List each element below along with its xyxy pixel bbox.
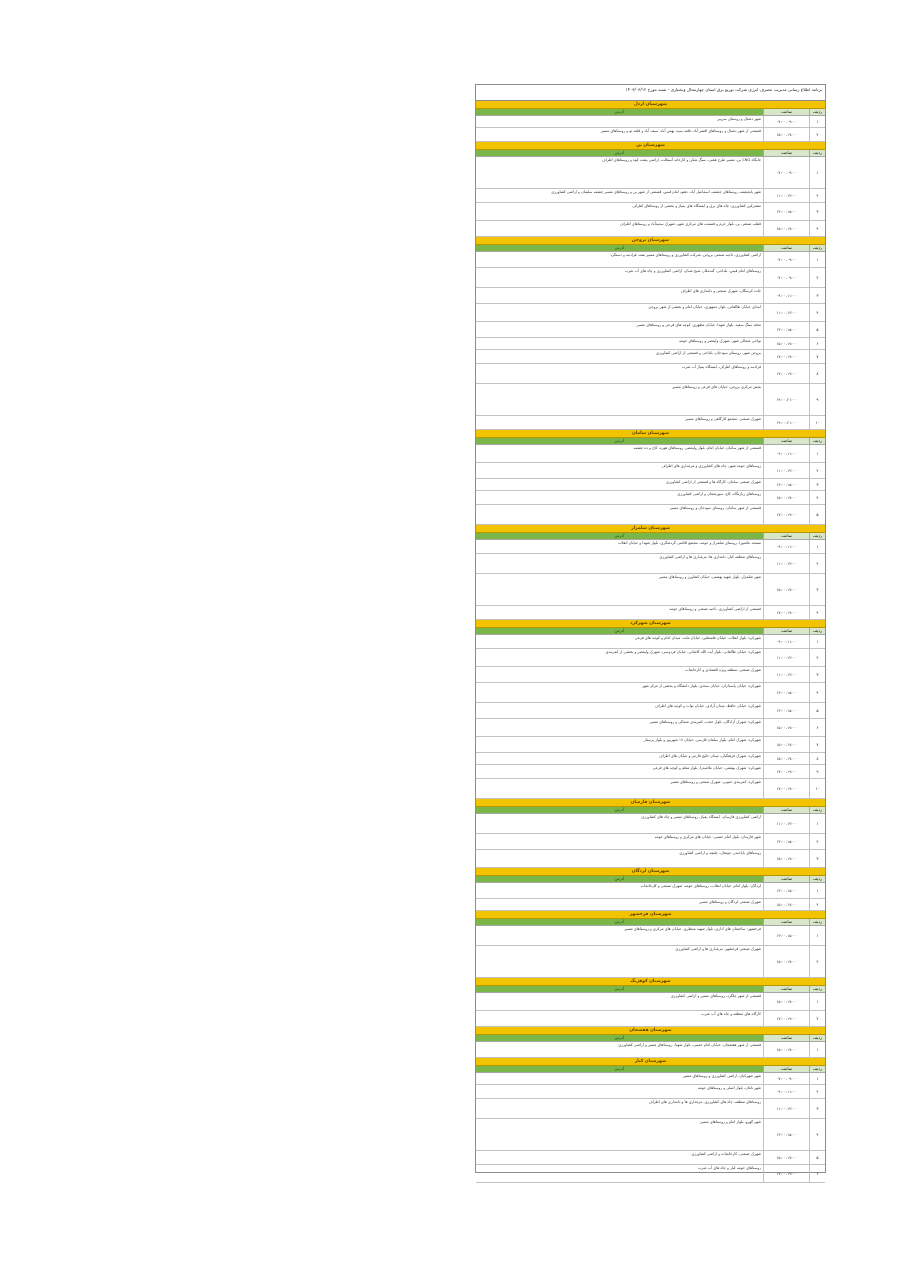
row-number: ۲ (809, 946, 825, 977)
row-time: ۱۹:۰۰-۲۱:۰۰ (763, 384, 809, 415)
table-row (476, 765, 825, 779)
table-row (476, 606, 825, 620)
table-row (476, 304, 825, 322)
section-header-row (476, 807, 825, 814)
table-row (476, 268, 825, 288)
row-description: روستاهای منطقه، چاه های کشاورزی، مرغداری ها و دامداری های اطراف (648, 1099, 761, 1104)
section-header-row (476, 986, 825, 993)
row-description: شهرک صنعتی سامان، کارگاه ها و قسمتی از اراضی کشاورزی (665, 479, 761, 484)
row-number: ۲ (809, 1011, 825, 1026)
section-title: شهرستان فارسان (476, 799, 825, 807)
row-description: قسمتی از شهر هفشجان، خیابان امام خمینی، بلوار شهدا، روستاهای مسیر و اراضی کشاورزی (618, 1042, 761, 1047)
header-areas: آدرس (476, 245, 763, 251)
section-title: شهرستان سامان (476, 430, 825, 438)
table-row (476, 157, 825, 189)
row-time: ۰۷:۰۰-۰۹:۰۰ (763, 157, 809, 188)
row-time: ۰۹:۰۰-۱۱:۰۰ (763, 445, 809, 462)
section-header-row (476, 1066, 825, 1073)
row-description: مسجد عاشورا، روستای شلمزار و حومه، مجتمع اقامتی گردشگری، بلوار شهدا و خیابان انقلاب (617, 540, 761, 545)
row-time: ۰۹:۰۰-۱۱:۰۰ (763, 1085, 809, 1098)
table-row (476, 779, 825, 799)
row-description: روستاهای زیارتگاه، کاج، سورشجان و اراضی کشاورزی (677, 491, 761, 496)
row-description: مشترکین کشاورزی، چاه های برق و ایستگاه های پمپاژ و بخشی از روستاهای اطراف (632, 203, 761, 208)
row-time: ۰۷:۰۰-۰۹:۰۰ (763, 252, 809, 267)
row-description: شهرکرد: خیابان پاسداران، خیابان سعدی، بلوار دانشگاه و بخشی از مرکز شهر (642, 683, 761, 688)
row-description: شهرک صنعتی، منطقه ویژه اقتصادی و کارخانجات (685, 667, 761, 672)
row-description: شهرکرد: خیابان حافظ، میدان آزادی، خیابان نواب و کوچه های اطراف (654, 703, 761, 708)
row-number: ۹ (809, 384, 825, 415)
table-row (476, 1085, 825, 1099)
table-row (476, 649, 825, 667)
table-row (476, 850, 825, 868)
section-header-row (476, 150, 825, 157)
row-time: ۱۵:۰۰-۱۷:۰۰ (763, 221, 809, 236)
row-description: روستاهای حومه کیار و چاه های آب شرب (697, 1165, 761, 1170)
row-time: ۱۵:۰۰-۱۷:۰۰ (763, 737, 809, 752)
header-areas: آدرس (476, 1035, 763, 1041)
row-number: ۱ (809, 814, 825, 833)
row-time: ۱۷:۰۰-۱۹:۰۰ (763, 364, 809, 383)
row-time: ۱۵:۰۰-۱۷:۰۰ (763, 491, 809, 504)
section-title: شهرستان فرخشهر (476, 911, 825, 919)
table-row (476, 221, 825, 237)
row-time: ۱۱:۰۰-۱۳:۰۰ (763, 814, 809, 833)
table-row (476, 128, 825, 142)
row-time: ۱۱:۰۰-۱۳:۰۰ (763, 554, 809, 573)
row-number: ۶ (809, 1165, 825, 1182)
header-areas: آدرس (476, 919, 763, 925)
row-time: ۰۷:۰۰-۰۹:۰۰ (763, 268, 809, 287)
row-number: ۲ (809, 554, 825, 573)
row-description: شهرکرد: شهرک آزادگان، بلوار حجت، کمربندی شمالی و روستاهای مسیر (649, 719, 761, 724)
table-row (476, 883, 825, 899)
header-time: ساعت (763, 628, 809, 634)
header-num: ردیف (809, 628, 825, 634)
section-header-row (476, 245, 825, 252)
header-num: ردیف (809, 109, 825, 115)
header-time: ساعت (763, 150, 809, 156)
header-num: ردیف (809, 986, 825, 992)
row-number: ۶ (809, 719, 825, 736)
row-time: ۱۵:۰۰-۱۷:۰۰ (763, 946, 809, 977)
row-number: ۱ (809, 926, 825, 945)
table-row (476, 1151, 825, 1165)
row-description: شهر شلمزار، بلوار شهید بهشتی، خیابان کشاورز و روستاهای مسیر (659, 574, 761, 579)
row-time: ۱۱:۰۰-۱۳:۰۰ (763, 304, 809, 321)
table-row (476, 322, 825, 338)
row-number: ۳ (809, 1099, 825, 1118)
table-row (476, 445, 825, 463)
section-title: شهرستان بروجن (476, 237, 825, 245)
row-description: روستاهای باباحیدر، جونقان، چلیچه و اراضی کشاورزی (679, 850, 761, 855)
row-number: ۱ (809, 540, 825, 553)
row-time: ۰۹:۰۰-۱۱:۰۰ (763, 288, 809, 303)
header-areas: آدرس (476, 533, 763, 539)
row-description: قسمتی از شهر سامان، روستای سودجان و روستاهای مسیر (669, 505, 761, 510)
row-time: ۱۵:۰۰-۱۷:۰۰ (763, 1151, 809, 1164)
row-time: ۱۷:۰۰-۱۹:۰۰ (763, 505, 809, 524)
table-row (476, 899, 825, 911)
row-description: جایگاه CNG بن، مسیر طرح همتی، سنگ شکن و کارخانه آسفالت، اراضی پشت کوه و روستاهای اطراف (601, 157, 761, 162)
row-number: ۴ (809, 606, 825, 619)
row-description: شهرک صنعتی فرخشهر، مرغداری ها و اراضی کشاورزی (675, 946, 761, 951)
section-title: شهرستان هفشجان (476, 1027, 825, 1035)
row-number: ۳ (809, 479, 825, 490)
table-row (476, 1011, 825, 1027)
row-number: ۱۰ (809, 779, 825, 798)
row-description: شهر ناغان، بلوار اصلی و روستاهای حومه (697, 1085, 761, 1090)
row-time: ۱۷:۰۰-۱۹:۰۰ (763, 1011, 809, 1026)
header-time: ساعت (763, 919, 809, 925)
header-time: ساعت (763, 109, 809, 115)
row-description: قطب صنعتی بن، بلوار حرم و قسمت های مرکزی شهر، شهرک سعیدآباد و روستاهای اطراف (619, 221, 761, 226)
row-time: ۰۷:۰۰-۰۹:۰۰ (763, 116, 809, 127)
header-num: ردیف (809, 150, 825, 156)
row-time: ۱۷:۰۰-۱۹:۰۰ (763, 779, 809, 798)
table-row (476, 1119, 825, 1151)
row-number: ۱ (809, 883, 825, 898)
row-time: ۱۳:۰۰-۱۵:۰۰ (763, 203, 809, 220)
header-time: ساعت (763, 245, 809, 251)
row-number: ۵ (809, 322, 825, 337)
row-description: شهر فارسان، بلوار امام خمینی، خیابان های مرکزی و روستاهای حومه (654, 834, 761, 839)
row-time: ۱۷:۰۰-۱۹:۰۰ (763, 350, 809, 363)
row-time: ۰۷:۰۰-۰۹:۰۰ (763, 1073, 809, 1084)
header-areas: آدرس (476, 807, 763, 813)
section-header-row (476, 533, 825, 540)
row-time: ۱۳:۰۰-۱۵:۰۰ (763, 703, 809, 718)
section-title: شهرستان کوهرنگ (476, 978, 825, 986)
row-number: ۱ (809, 445, 825, 462)
header-num: ردیف (809, 876, 825, 882)
row-description: اراضی کشاورزی فارسان، ایستگاه پمپاژ، روستاهای مسیر و چاه های کشاورزی (641, 814, 761, 819)
row-description: لردگان: بلوار امام، خیابان انقلاب، روستاهای حومه، شهرک صنعتی و کارخانجات (640, 883, 761, 888)
row-number: ۳ (809, 850, 825, 867)
row-description: شهرکرد: کمربندی جنوبی، شهرک صنعتی و روستاهای مسیر (670, 779, 761, 784)
table-row (476, 1165, 825, 1183)
row-description: بروجن شهر، روستای سودجان، بلداجی و قسمتی از اراضی کشاورزی (655, 350, 761, 355)
row-description: فرادنبه و روستاهای اطراف، ایستگاه پمپاژ آب شرب (681, 364, 761, 369)
header-num: ردیف (809, 919, 825, 925)
row-number: ۵ (809, 703, 825, 718)
table-row (476, 203, 825, 221)
header-areas: آدرس (476, 150, 763, 156)
row-description: قسمتی از شهر سامان، خیابان امام، بلوار ولیعصر، روستاهای هوره، کاج و ده چشمه (633, 445, 761, 450)
row-description: شهرک صنعتی، کارخانجات و اراضی کشاورزی (691, 1151, 761, 1156)
section-header-row (476, 438, 825, 445)
row-time: ۱۷:۰۰-۱۹:۰۰ (763, 606, 809, 619)
header-num: ردیف (809, 1035, 825, 1041)
row-description: قسمتی از اراضی کشاورزی، ناحیه صنعتی و روستاهای حومه (669, 606, 761, 611)
header-time: ساعت (763, 1066, 809, 1072)
table-row (476, 479, 825, 491)
header-areas: آدرس (476, 628, 763, 634)
header-time: ساعت (763, 807, 809, 813)
row-number: ۲ (809, 128, 825, 141)
row-number: ۲ (809, 899, 825, 910)
table-row (476, 753, 825, 765)
row-number: ۲ (809, 1085, 825, 1098)
header-num: ردیف (809, 438, 825, 444)
row-number: ۱ (809, 1042, 825, 1057)
table-row (476, 364, 825, 384)
row-time: ۱۵:۰۰-۱۷:۰۰ (763, 719, 809, 736)
document-title: برنامه اطلاع رسانی مدیریت مصرف انرژی شرکت توزیع برق استان چهارمحال وبختیاری - شنبه مورخ ۱۴۰۳/۰۳/۱۲ (476, 85, 825, 101)
row-description: شهرکرد: بلوار انقلاب، خیابان فلسطین، خیابان ملت، میدان امام و کوچه های فرعی (634, 635, 761, 640)
table-row (476, 719, 825, 737)
table-row (476, 288, 825, 304)
row-description: روستاهای امام قیس، بلداجی، گندمکار، شیخ شبان، اراضی کشاورزی و چاه های آب شرب (624, 268, 761, 273)
table-row (476, 189, 825, 203)
row-number: ۳ (809, 574, 825, 605)
section-title: شهرستان کیار (476, 1058, 825, 1066)
header-num: ردیف (809, 245, 825, 251)
table-row (476, 737, 825, 753)
row-number: ۳ (809, 203, 825, 220)
row-time: ۱۹:۰۰-۲۱:۰۰ (763, 416, 809, 429)
table-row (476, 1073, 825, 1085)
schedule-body (476, 101, 825, 1183)
section-header-row (476, 1035, 825, 1042)
row-time: ۱۷:۰۰-۱۹:۰۰ (763, 765, 809, 778)
table-row (476, 491, 825, 505)
table-row (476, 463, 825, 479)
row-number: ۲ (809, 189, 825, 202)
table-row (476, 635, 825, 649)
header-num: ردیف (809, 807, 825, 813)
table-row (476, 252, 825, 268)
row-time: ۱۵:۰۰-۱۷:۰۰ (763, 1042, 809, 1057)
table-row (476, 667, 825, 683)
row-time: ۱۳:۰۰-۱۵:۰۰ (763, 926, 809, 945)
row-number: ۴ (809, 1119, 825, 1150)
row-description: شهر یانچشمه، روستاهای چشمه، اسماعیل آباد، دهنو، امام قیس، قسمتی از شهر بن و روستاهای مسیر چشمه سلیمان و اراضی کشاورزی (551, 189, 761, 194)
row-time: ۱۳:۰۰-۱۵:۰۰ (763, 883, 809, 898)
table-row (476, 384, 825, 416)
row-number: ۷ (809, 350, 825, 363)
row-description: شهرکرد: شهرک بهشتی، خیابان ملاصدرا، بلوار معلم و کوچه های فرعی (652, 765, 761, 770)
row-time: ۱۱:۰۰-۱۳:۰۰ (763, 667, 809, 682)
row-number: ۵ (809, 505, 825, 524)
row-description: شهر دشتک و روستای سرپیر (717, 116, 761, 121)
row-time: ۱۳:۰۰-۱۵:۰۰ (763, 683, 809, 702)
row-time: ۱۵:۰۰-۱۷:۰۰ (763, 338, 809, 349)
section-header-row (476, 876, 825, 883)
section-header-row (476, 628, 825, 635)
header-time: ساعت (763, 438, 809, 444)
table-row (476, 1099, 825, 1119)
row-number: ۳ (809, 288, 825, 303)
row-time: ۱۵:۰۰-۱۷:۰۰ (763, 128, 809, 141)
row-time: ۱۱:۰۰-۱۳:۰۰ (763, 649, 809, 666)
header-areas: آدرس (476, 876, 763, 882)
table-row (476, 993, 825, 1011)
row-number: ۱ (809, 993, 825, 1010)
row-description: ابتدای خیابان طالقانی، بلوار جمهوری، خیابان امام و بخشی از شهر بروجن (648, 304, 761, 309)
row-number: ۶ (809, 338, 825, 349)
header-time: ساعت (763, 533, 809, 539)
row-time: ۱۳:۰۰-۱۵:۰۰ (763, 322, 809, 337)
row-description: روستاهای منطقه کیار، دامداری ها، مرغداری ها و اراضی کشاورزی (659, 554, 761, 559)
row-number: ۱ (809, 1073, 825, 1084)
row-description: بخش مرکزی بروجن، خیابان های فرعی و روستاهای مسیر (672, 384, 761, 389)
row-time: ۰۹:۰۰-۱۱:۰۰ (763, 635, 809, 648)
table-row (476, 416, 825, 430)
schedule-sheet (475, 84, 826, 1176)
row-time: ۱۱:۰۰-۱۳:۰۰ (763, 463, 809, 478)
row-number: ۸ (809, 364, 825, 383)
table-row (476, 338, 825, 350)
section-header-row (476, 919, 825, 926)
table-row (476, 554, 825, 574)
row-number: ۷ (809, 737, 825, 752)
header-areas: آدرس (476, 1066, 763, 1072)
row-description: فرخشهر: ساختمان های اداری، بلوار شهید منتظری، خیابان های مرکزی و روستاهای مسیر (624, 926, 761, 931)
row-description: جاده کرسگان، شهرک صنعتی و دامداری های اطراف (680, 288, 761, 293)
row-number: ۳ (809, 667, 825, 682)
row-description: شهرک صنعتی، مجتمع کارگاهی و روستاهای مسیر (685, 416, 761, 421)
row-description: شهرکرد: شهرک فرهنگیان، میدان خلیج فارس و خیابان های اطراف (658, 753, 761, 758)
row-description: نواحی شمالی شهر، شهرک ولیعصر و روستاهای حومه (679, 338, 761, 343)
row-description: روستاهای حومه شهر، چاه های کشاورزی و مرغداری های اطراف (661, 463, 761, 468)
table-row (476, 116, 825, 128)
row-number: ۱ (809, 157, 825, 188)
row-description: کارگاه های منطقه و چاه های آب شرب (701, 1011, 761, 1016)
row-description: شهر شهرکیان، اراضی کشاورزی و روستاهای مسیر (682, 1073, 761, 1078)
header-num: ردیف (809, 1066, 825, 1072)
header-time: ساعت (763, 1035, 809, 1041)
row-number: ۱ (809, 252, 825, 267)
section-title: شهرستان اردل (476, 101, 825, 109)
table-row (476, 1042, 825, 1058)
table-row (476, 834, 825, 850)
section-title: شهرستان لردگان (476, 868, 825, 876)
row-description: قسمتی از شهر دشتک و روستاهای اقسر آباد، قلعه سید، بهمن آباد، سیف آباد و قلعه نو و روستاهای مسیر (600, 128, 761, 133)
table-row (476, 574, 825, 606)
row-number: ۱ (809, 635, 825, 648)
row-number: ۸ (809, 753, 825, 764)
table-row (476, 926, 825, 946)
section-title: شهرستان شهرکرد (476, 620, 825, 628)
row-time: ۱۱:۰۰-۱۳:۰۰ (763, 189, 809, 202)
table-row (476, 946, 825, 978)
header-time: ساعت (763, 876, 809, 882)
row-number: ۴ (809, 221, 825, 236)
section-header-row (476, 109, 825, 116)
row-time: ۱۳:۰۰-۱۵:۰۰ (763, 834, 809, 849)
row-description: شهرک صنعتی لردگان و روستاهای مسیر (699, 899, 761, 904)
row-number: ۵ (809, 1151, 825, 1164)
row-time: ۱۵:۰۰-۱۷:۰۰ (763, 993, 809, 1010)
row-time: ۰۹:۰۰-۱۱:۰۰ (763, 540, 809, 553)
section-title: شهرستان شلمزار (476, 525, 825, 533)
header-areas: آدرس (476, 986, 763, 992)
header-time: ساعت (763, 986, 809, 992)
row-number: ۱ (809, 116, 825, 127)
table-row (476, 683, 825, 703)
row-description: شهرکرد: شهرک امام، بلوار سلمان فارسی، خیابان ۱۷ شهریور و بلوار پرستار (643, 737, 761, 742)
row-number: ۴ (809, 683, 825, 702)
row-time: ۱۳:۰۰-۱۵:۰۰ (763, 1119, 809, 1150)
table-row (476, 505, 825, 525)
row-description: شهر گهرو، بلوار امام و روستاهای مسیر (700, 1119, 761, 1124)
row-description: محله سنگ سفید، بلوار شهدا، خیابان مطهری، کوچه های فرعی و روستاهای مسیر (636, 322, 761, 327)
row-description: قسمتی از شهر چلگرد، روستاهای مسیر و اراضی کشاورزی (670, 993, 761, 998)
table-row (476, 540, 825, 554)
row-number: ۲ (809, 268, 825, 287)
section-title: شهرستان بن (476, 142, 825, 150)
row-number: ۹ (809, 765, 825, 778)
row-time: ۱۷:۰۰-۱۹:۰۰ (763, 1165, 809, 1182)
row-number: ۲ (809, 463, 825, 478)
row-number: ۲ (809, 649, 825, 666)
row-number: ۲ (809, 834, 825, 849)
row-time: ۱۱:۰۰-۱۳:۰۰ (763, 1099, 809, 1118)
row-number: ۴ (809, 491, 825, 504)
row-description: شهرکرد: خیابان طالقانی، بلوار آیت الله کاشانی، خیابان فردوسی، شهرک ولیعصر و بخشی از کمربندی (605, 649, 761, 654)
row-time: ۱۳:۰۰-۱۵:۰۰ (763, 479, 809, 490)
header-areas: آدرس (476, 109, 763, 115)
row-time: ۱۵:۰۰-۱۷:۰۰ (763, 850, 809, 867)
row-time: ۱۵:۰۰-۱۷:۰۰ (763, 899, 809, 910)
row-time: ۱۵:۰۰-۱۷:۰۰ (763, 574, 809, 605)
table-row (476, 703, 825, 719)
table-row (476, 350, 825, 364)
table-row (476, 814, 825, 834)
row-number: ۱۰ (809, 416, 825, 429)
row-description: اراضی کشاورزی، ناحیه صنعتی بروجن، شرکت کشاورزی و روستاهای مسیر نقنه، فرادنبه و دستگرد (610, 252, 761, 257)
row-number: ۴ (809, 304, 825, 321)
header-num: ردیف (809, 533, 825, 539)
row-time: ۱۵:۰۰-۱۷:۰۰ (763, 753, 809, 764)
header-areas: آدرس (476, 438, 763, 444)
